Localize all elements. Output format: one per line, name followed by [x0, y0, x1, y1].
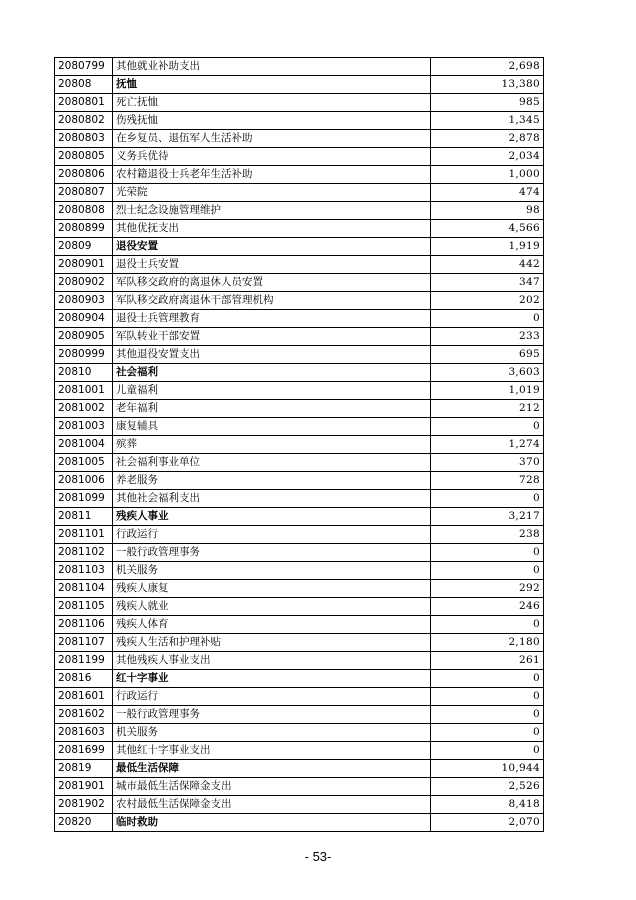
- code-cell: 2081106: [55, 616, 113, 634]
- item-row: [55, 436, 544, 454]
- item-row: [55, 148, 544, 166]
- item-row: [55, 94, 544, 112]
- item-row: [55, 778, 544, 796]
- item-row: [55, 220, 544, 238]
- amount-cell: 985: [431, 94, 544, 112]
- name-cell: 其他优抚支出: [113, 220, 431, 238]
- code-cell: 20816: [55, 670, 113, 688]
- item-row: [55, 418, 544, 436]
- amount-cell: 2,698: [431, 58, 544, 76]
- name-cell: 农村最低生活保障金支出: [113, 796, 431, 814]
- code-cell: 20809: [55, 238, 113, 256]
- name-cell: 殡葬: [113, 436, 431, 454]
- code-cell: 2081601: [55, 688, 113, 706]
- name-cell: 退役士兵安置: [113, 256, 431, 274]
- code-cell: 2081602: [55, 706, 113, 724]
- amount-cell: 2,070: [431, 814, 544, 832]
- item-row: [55, 58, 544, 76]
- code-cell: 2081901: [55, 778, 113, 796]
- name-cell: 军队移交政府离退休干部管理机构: [113, 292, 431, 310]
- name-cell: 儿童福利: [113, 382, 431, 400]
- category-row: [55, 814, 544, 832]
- amount-cell: 212: [431, 400, 544, 418]
- name-cell: 红十字事业: [113, 670, 431, 688]
- category-row: [55, 508, 544, 526]
- amount-cell: 0: [431, 742, 544, 760]
- item-row: [55, 706, 544, 724]
- code-cell: 2080808: [55, 202, 113, 220]
- code-cell: 2081103: [55, 562, 113, 580]
- amount-cell: 2,526: [431, 778, 544, 796]
- name-cell: 残疾人生活和护理补贴: [113, 634, 431, 652]
- item-row: [55, 166, 544, 184]
- amount-cell: 246: [431, 598, 544, 616]
- amount-cell: 0: [431, 310, 544, 328]
- item-row: [55, 724, 544, 742]
- name-cell: 残疾人体育: [113, 616, 431, 634]
- code-cell: 2081004: [55, 436, 113, 454]
- name-cell: 军队转业干部安置: [113, 328, 431, 346]
- name-cell: 临时救助: [113, 814, 431, 832]
- item-row: [55, 292, 544, 310]
- code-cell: 2080802: [55, 112, 113, 130]
- item-row: [55, 796, 544, 814]
- item-row: [55, 634, 544, 652]
- code-cell: 2080903: [55, 292, 113, 310]
- amount-cell: 695: [431, 346, 544, 364]
- code-cell: 20810: [55, 364, 113, 382]
- code-cell: 2080999: [55, 346, 113, 364]
- amount-cell: 2,034: [431, 148, 544, 166]
- name-cell: 义务兵优待: [113, 148, 431, 166]
- amount-cell: 1,000: [431, 166, 544, 184]
- name-cell: 死亡抚恤: [113, 94, 431, 112]
- category-row: [55, 76, 544, 94]
- name-cell: 老年福利: [113, 400, 431, 418]
- amount-cell: 0: [431, 670, 544, 688]
- code-cell: 2080806: [55, 166, 113, 184]
- code-cell: 2081101: [55, 526, 113, 544]
- code-cell: 2081002: [55, 400, 113, 418]
- item-row: [55, 184, 544, 202]
- code-cell: 2081001: [55, 382, 113, 400]
- amount-cell: 3,217: [431, 508, 544, 526]
- item-row: [55, 580, 544, 598]
- code-cell: 2080799: [55, 58, 113, 76]
- item-row: [55, 346, 544, 364]
- code-cell: 2080905: [55, 328, 113, 346]
- amount-cell: 1,019: [431, 382, 544, 400]
- category-row: [55, 670, 544, 688]
- amount-cell: 233: [431, 328, 544, 346]
- name-cell: 社会福利: [113, 364, 431, 382]
- name-cell: 光荣院: [113, 184, 431, 202]
- name-cell: 退役安置: [113, 238, 431, 256]
- amount-cell: 0: [431, 688, 544, 706]
- item-row: [55, 562, 544, 580]
- item-row: [55, 598, 544, 616]
- amount-cell: 0: [431, 616, 544, 634]
- code-cell: 2080904: [55, 310, 113, 328]
- page-number: - 53-: [304, 849, 332, 864]
- category-row: [55, 364, 544, 382]
- category-row: [55, 238, 544, 256]
- name-cell: 在乡复员、退伍军人生活补助: [113, 130, 431, 148]
- name-cell: 农村籍退役士兵老年生活补助: [113, 166, 431, 184]
- amount-cell: 2,180: [431, 634, 544, 652]
- name-cell: 康复辅具: [113, 418, 431, 436]
- amount-cell: 370: [431, 454, 544, 472]
- amount-cell: 4,566: [431, 220, 544, 238]
- code-cell: 2081102: [55, 544, 113, 562]
- code-cell: 20820: [55, 814, 113, 832]
- code-cell: 2081902: [55, 796, 113, 814]
- code-cell: 2081107: [55, 634, 113, 652]
- name-cell: 其他退役安置支出: [113, 346, 431, 364]
- name-cell: 残疾人就业: [113, 598, 431, 616]
- amount-cell: 0: [431, 724, 544, 742]
- amount-cell: 98: [431, 202, 544, 220]
- amount-cell: 0: [431, 490, 544, 508]
- code-cell: 2080805: [55, 148, 113, 166]
- code-cell: 20819: [55, 760, 113, 778]
- code-cell: 2080902: [55, 274, 113, 292]
- code-cell: 2080901: [55, 256, 113, 274]
- amount-cell: 1,345: [431, 112, 544, 130]
- item-row: [55, 328, 544, 346]
- name-cell: 抚恤: [113, 76, 431, 94]
- name-cell: 伤残抚恤: [113, 112, 431, 130]
- code-cell: 2081005: [55, 454, 113, 472]
- code-cell: 2081099: [55, 490, 113, 508]
- name-cell: 其他社会福利支出: [113, 490, 431, 508]
- code-cell: 20811: [55, 508, 113, 526]
- category-row: [55, 760, 544, 778]
- amount-cell: 10,944: [431, 760, 544, 778]
- code-cell: 2081699: [55, 742, 113, 760]
- name-cell: 最低生活保障: [113, 760, 431, 778]
- name-cell: 残疾人事业: [113, 508, 431, 526]
- amount-cell: 1,274: [431, 436, 544, 454]
- item-row: [55, 742, 544, 760]
- name-cell: 社会福利事业单位: [113, 454, 431, 472]
- item-row: [55, 616, 544, 634]
- code-cell: 2081006: [55, 472, 113, 490]
- amount-cell: 261: [431, 652, 544, 670]
- amount-cell: 442: [431, 256, 544, 274]
- name-cell: 其他残疾人事业支出: [113, 652, 431, 670]
- budget-table: [54, 57, 544, 832]
- amount-cell: 0: [431, 544, 544, 562]
- code-cell: 2081104: [55, 580, 113, 598]
- amount-cell: 0: [431, 418, 544, 436]
- amount-cell: 292: [431, 580, 544, 598]
- name-cell: 一般行政管理事务: [113, 544, 431, 562]
- item-row: [55, 310, 544, 328]
- code-cell: 2080803: [55, 130, 113, 148]
- name-cell: 军队移交政府的离退休人员安置: [113, 274, 431, 292]
- name-cell: 机关服务: [113, 724, 431, 742]
- item-row: [55, 490, 544, 508]
- amount-cell: 0: [431, 706, 544, 724]
- code-cell: 2081003: [55, 418, 113, 436]
- name-cell: 其他就业补助支出: [113, 58, 431, 76]
- item-row: [55, 688, 544, 706]
- amount-cell: 347: [431, 274, 544, 292]
- amount-cell: 13,380: [431, 76, 544, 94]
- amount-cell: 202: [431, 292, 544, 310]
- name-cell: 其他红十字事业支出: [113, 742, 431, 760]
- amount-cell: 238: [431, 526, 544, 544]
- name-cell: 一般行政管理事务: [113, 706, 431, 724]
- item-row: [55, 382, 544, 400]
- item-row: [55, 202, 544, 220]
- table-body: [55, 58, 544, 832]
- code-cell: 2080899: [55, 220, 113, 238]
- code-cell: 2080807: [55, 184, 113, 202]
- name-cell: 行政运行: [113, 526, 431, 544]
- name-cell: 城市最低生活保障金支出: [113, 778, 431, 796]
- item-row: [55, 472, 544, 490]
- item-row: [55, 454, 544, 472]
- item-row: [55, 274, 544, 292]
- item-row: [55, 112, 544, 130]
- item-row: [55, 652, 544, 670]
- amount-cell: 2,878: [431, 130, 544, 148]
- amount-cell: 474: [431, 184, 544, 202]
- name-cell: 养老服务: [113, 472, 431, 490]
- name-cell: 行政运行: [113, 688, 431, 706]
- code-cell: 2081603: [55, 724, 113, 742]
- code-cell: 2081105: [55, 598, 113, 616]
- code-cell: 2080801: [55, 94, 113, 112]
- item-row: [55, 256, 544, 274]
- item-row: [55, 526, 544, 544]
- name-cell: 机关服务: [113, 562, 431, 580]
- name-cell: 烈士纪念设施管理维护: [113, 202, 431, 220]
- amount-cell: 3,603: [431, 364, 544, 382]
- item-row: [55, 130, 544, 148]
- amount-cell: 1,919: [431, 238, 544, 256]
- name-cell: 残疾人康复: [113, 580, 431, 598]
- amount-cell: 0: [431, 562, 544, 580]
- amount-cell: 8,418: [431, 796, 544, 814]
- item-row: [55, 544, 544, 562]
- code-cell: 20808: [55, 76, 113, 94]
- name-cell: 退役士兵管理教育: [113, 310, 431, 328]
- amount-cell: 728: [431, 472, 544, 490]
- code-cell: 2081199: [55, 652, 113, 670]
- item-row: [55, 400, 544, 418]
